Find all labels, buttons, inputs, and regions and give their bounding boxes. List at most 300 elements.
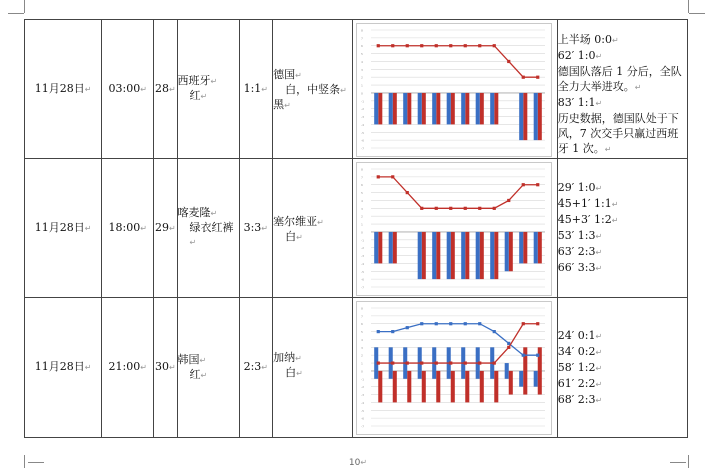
chart-bar [476,232,480,279]
chart-point [377,44,380,47]
date-cell [25,20,102,159]
chart-bar [389,93,393,124]
chart-point [392,361,395,364]
paragraph-mark-icon: ↵ [168,363,176,372]
chart-point [522,183,525,186]
paragraph-mark-icon: ↵ [295,354,302,363]
team-b-line [273,83,352,98]
chart-bar [375,347,379,371]
chart-tick-label: 1 [361,361,364,366]
team-b-cell [273,20,353,159]
event-line [558,64,687,95]
chart-point [392,44,395,47]
chart-point [377,175,380,178]
chart-bar [447,347,451,371]
chart-bar [505,232,509,271]
paragraph-mark-icon: ↵ [595,347,603,357]
event-line [558,228,687,244]
team-b-text: 白 [285,230,297,243]
chart-bar [375,232,379,263]
chart-bar [422,232,426,279]
paragraph-mark-icon: ↵ [140,223,147,233]
chart-tick-label: -4 [361,261,365,266]
chart-bar [520,232,524,263]
chart-point [537,354,540,357]
chart-tick-label: 7 [361,175,364,180]
date-cell [25,298,102,438]
chart-point [435,361,438,364]
chart-point [522,322,525,325]
chart-bar [379,232,383,263]
crop-mark-top-right-h [689,13,705,14]
chart-point [493,330,496,333]
chart-bar [462,93,466,124]
crop-mark-top-right [688,0,689,13]
chart-tick-label: -5 [361,130,365,135]
team-a-cell [177,298,239,438]
match-time: 18:00 [108,220,141,234]
events-cell [557,159,687,298]
chart-bar [524,371,528,395]
paragraph-mark-icon: ↵ [595,379,603,389]
event-line [558,360,687,376]
chart-point [508,346,511,349]
chart-svg [357,24,551,156]
chart-point [435,322,438,325]
chart-bar [509,371,513,395]
chart-tick-label: -3 [361,254,365,259]
chart-point [450,207,453,210]
chart-point [522,76,525,79]
chart-tick-label: 8 [361,306,364,311]
chart-tick-label: -6 [361,416,365,421]
chart-tick-label: -3 [361,115,365,120]
match-score: 2:3 [243,360,262,373]
chart-tick-label: 0 [361,369,364,374]
chart-tick-label: 7 [361,314,364,319]
chart-bar [404,93,408,124]
match-time: 21:00 [108,360,141,373]
chart-point [406,191,409,194]
chart-point [392,175,395,178]
team-a-cell [177,20,239,159]
team-a-text: 韩国 [177,352,200,366]
event-text: 34′ 0:2 [557,344,596,358]
paragraph-mark-icon: ↵ [189,238,197,247]
event-line [558,95,687,111]
team-a-line [178,89,239,104]
chart-tick-label: -7 [361,146,365,151]
score-chart [356,162,552,296]
chart-point [392,330,395,333]
chart-bar [466,232,470,279]
chart-bar [447,371,451,379]
chart-tick-label: 6 [361,44,364,49]
time-cell [102,159,154,298]
score-cell [239,159,273,298]
team-a-text: 绿衣红裤 [189,221,234,234]
chart-point [421,207,424,210]
team-b-text: 德国 [273,68,296,81]
chart-cell [353,159,557,298]
match-number: 28 [154,81,169,95]
chart-bar [495,93,499,124]
event-text: 62′ 1:0 [557,49,596,62]
paragraph-mark-icon: ↵ [595,232,603,241]
team-b-text: 白，中竖条 [285,83,341,96]
chart-point [493,207,496,210]
paragraph-mark-icon: ↵ [295,71,302,80]
event-text: 45+1′ 1:1 [557,197,612,210]
chart-bar [462,371,466,379]
paragraph-mark-icon: ↵ [595,264,603,273]
chart-bar [404,371,408,379]
chart-tick-label: -7 [361,285,365,290]
team-b-cell [273,298,353,438]
paragraph-mark-icon: ↵ [200,92,208,101]
chart-tick-label: 1 [361,83,364,88]
chart-bar [534,93,538,140]
chart-point [537,76,540,79]
chart-point [493,361,496,364]
chart-tick-label: 6 [361,183,364,188]
chart-tick-label: -2 [361,107,365,112]
team-b-line [273,351,352,366]
paragraph-mark-icon: ↵ [84,84,92,94]
chart-bar [418,232,422,279]
chart-tick-label: 2 [361,353,364,358]
paragraph-mark-icon: ↵ [634,83,642,92]
paragraph-mark-icon: ↵ [199,355,207,365]
chart-bar [418,347,422,371]
chart-tick-label: 1 [361,222,364,227]
event-text: 29′ 1:0 [557,181,596,194]
chart-bar [505,363,509,371]
chart-bar [466,93,470,124]
time-cell [102,20,154,159]
chart-bar [451,232,455,279]
event-line [558,180,687,196]
paragraph-mark-icon: ↵ [360,458,368,467]
team-a-line [178,74,239,89]
chart-point [377,361,380,364]
chart-bar [524,232,528,263]
team-b-text: 白 [285,366,297,379]
chart-tick-label: -7 [361,424,365,429]
chart-bar [476,371,480,379]
chart-tick-label: 5 [361,52,364,57]
chart-bar [451,93,455,124]
event-text: 历史数据，德国队处于下风，7 次交手只赢过西班牙 1 次。 [557,112,679,155]
score-chart [356,301,552,435]
paragraph-mark-icon: ↵ [210,77,218,86]
chart-bar [480,371,484,402]
team-b-line [273,230,352,245]
chart-bar [534,371,538,387]
paragraph-mark-icon: ↵ [611,200,619,209]
chart-bar [491,371,495,379]
team-b-line [273,68,352,83]
event-line [558,212,687,228]
events-cell [557,20,687,159]
chart-bar [408,93,412,124]
chart-bar [408,371,412,402]
match-row [25,20,688,159]
chart-tick-label: 8 [361,167,364,172]
match-row [25,298,688,438]
chart-bar [495,232,499,279]
chart-bar [509,232,513,271]
chart-tick-label: -1 [361,238,365,243]
chart-bar [524,347,528,371]
chart-bar [447,232,451,279]
chart-point [421,361,424,364]
chart-point [508,199,511,202]
chart-bar [418,371,422,379]
event-text: 58′ 1:2 [557,360,596,374]
chart-tick-label: -1 [361,377,365,382]
paragraph-mark-icon: ↵ [261,223,268,233]
score-chart [356,23,552,157]
paragraph-mark-icon: ↵ [210,209,218,218]
event-text: 83′ 1:1 [557,96,596,109]
team-b-text: 加纳 [273,351,296,364]
chart-bar [462,232,466,279]
team-a-text: 西班牙 [177,74,211,87]
event-text: 上半场 0:0 [557,33,612,46]
team-b-text: 黑 [273,98,285,111]
chart-bar [451,371,455,402]
chart-point [479,207,482,210]
team-a-line [178,221,239,250]
match-number-cell [154,20,177,159]
chart-point [377,330,380,333]
chart-tick-label: -6 [361,277,365,282]
chart-tick-label: 5 [361,330,364,335]
event-text: 53′ 1:3 [557,229,596,242]
chart-tick-label: 3 [361,67,364,72]
match-row [25,159,688,298]
chart-bar [520,371,524,387]
chart-point [435,207,438,210]
chart-tick-label: -5 [361,408,365,413]
chart-tick-label: -2 [361,385,365,390]
event-line [558,376,687,392]
chart-point [537,322,540,325]
event-line [558,344,687,360]
event-line [558,48,687,64]
event-line [558,196,687,212]
chart-bar [524,93,528,140]
chart-point [479,44,482,47]
team-a-line [178,368,239,383]
chart-bar [433,232,437,279]
match-number-cell [154,159,177,298]
event-line [558,260,687,276]
chart-tick-label: 0 [361,91,364,96]
chart-point [406,361,409,364]
chart-point [464,207,467,210]
chart-bar [538,232,542,263]
paragraph-mark-icon: ↵ [611,216,619,225]
chart-bar [437,93,441,124]
chart-bar [393,371,397,402]
paragraph-mark-icon: ↵ [340,86,347,95]
chart-tick-label: 7 [361,36,364,41]
event-text: 24′ 0:1 [557,328,596,342]
match-date: 11月28日 [34,220,85,234]
team-a-line [178,206,239,221]
chart-tick-label: 2 [361,75,364,80]
match-number-cell [154,298,177,438]
match-score: 3:3 [243,220,262,234]
paragraph-mark-icon: ↵ [296,233,303,242]
chart-svg [357,163,551,295]
paragraph-mark-icon: ↵ [84,363,92,372]
chart-bar [393,93,397,124]
paragraph-mark-icon: ↵ [168,223,176,233]
chart-bar [538,93,542,140]
chart-bar [491,347,495,371]
chart-bar [505,371,509,379]
chart-bar [393,232,397,263]
paragraph-mark-icon: ↵ [595,363,603,373]
team-b-cell [273,159,353,298]
chart-bar [433,371,437,379]
event-line [558,32,687,48]
chart-bar [389,347,393,371]
chart-bar [437,371,441,402]
chart-tick-label: 8 [361,28,364,33]
team-b-line [273,98,352,113]
chart-point [464,44,467,47]
chart-point [522,354,525,357]
chart-point [435,44,438,47]
chart-tick-label: -4 [361,122,365,127]
chart-bar [418,93,422,124]
chart-bar [422,93,426,124]
paragraph-mark-icon: ↵ [595,248,603,257]
paragraph-mark-icon: ↵ [296,369,303,378]
chart-point [450,322,453,325]
chart-tick-label: 4 [361,59,364,64]
chart-tick-label: 4 [361,337,364,342]
chart-point [421,44,424,47]
chart-tick-label: 3 [361,345,364,350]
chart-bar [480,93,484,124]
team-b-line [273,215,352,230]
paragraph-mark-icon: ↵ [595,395,603,405]
chart-bar [389,371,393,379]
paragraph-mark-icon: ↵ [140,363,147,372]
crop-mark-top-left [24,0,25,13]
page-number-text: 10 [348,458,361,468]
match-number: 29 [154,220,169,234]
chart-point [493,44,496,47]
chart-tick-label: -6 [361,138,365,143]
event-line [558,244,687,260]
chart-point [537,183,540,186]
chart-tick-label: -1 [361,99,365,104]
paragraph-mark-icon: ↵ [595,52,603,61]
chart-tick-label: 6 [361,322,364,327]
team-b-line [273,366,352,381]
event-text: 66′ 3:3 [557,261,596,274]
chart-tick-label: -2 [361,246,365,251]
chart-bar [476,347,480,371]
crop-mark-top-left-h [8,13,24,14]
chart-bar [491,232,495,279]
paragraph-mark-icon: ↵ [284,101,291,110]
match-number: 30 [154,360,169,373]
date-cell [25,159,102,298]
chart-tick-label: -5 [361,269,365,274]
paragraph-mark-icon: ↵ [140,84,147,94]
match-table [24,19,688,438]
chart-tick-label: 2 [361,214,364,219]
paragraph-mark-icon: ↵ [595,331,603,341]
chart-bar [433,347,437,371]
paragraph-mark-icon: ↵ [595,99,603,108]
time-cell [102,298,154,438]
chart-cell [353,20,557,159]
team-a-text: 红 [189,89,201,102]
chart-bar [491,93,495,124]
chart-bar [437,232,441,279]
chart-tick-label: -3 [361,393,365,398]
chart-bar [433,93,437,124]
team-a-text: 红 [189,367,201,381]
page-number [0,458,716,468]
paragraph-mark-icon: ↵ [604,145,612,154]
team-b-text: 塞尔维亚 [273,215,318,228]
chart-bar [422,371,426,402]
event-text: 68′ 2:3 [557,392,596,406]
event-text: 德国队落后 1 分后，全队全力大举进攻。 [557,65,682,93]
chart-tick-label: 4 [361,198,364,203]
chart-tick-label: -4 [361,400,365,405]
paragraph-mark-icon: ↵ [200,370,208,380]
chart-point [464,322,467,325]
paragraph-mark-icon: ↵ [595,184,603,193]
chart-point [508,60,511,63]
event-text: 45+3′ 1:2 [557,213,612,226]
chart-point [479,322,482,325]
paragraph-mark-icon: ↵ [261,84,268,94]
chart-point [450,361,453,364]
match-date: 11月28日 [34,360,85,373]
chart-point [406,326,409,329]
paragraph-mark-icon: ↵ [168,84,176,94]
chart-point [479,361,482,364]
chart-bar [466,371,470,402]
chart-bar [538,347,542,371]
event-line [558,328,687,344]
events-cell [557,298,687,438]
chart-bar [495,371,499,402]
match-time: 03:00 [108,81,141,95]
paragraph-mark-icon: ↵ [317,218,324,227]
event-text: 63′ 2:3 [557,245,596,258]
chart-point [421,322,424,325]
chart-bar [476,93,480,124]
chart-svg [357,302,551,434]
match-date: 11月28日 [34,81,85,95]
chart-bar [379,93,383,124]
chart-bar [462,347,466,371]
chart-point [464,361,467,364]
chart-tick-label: 5 [361,191,364,196]
